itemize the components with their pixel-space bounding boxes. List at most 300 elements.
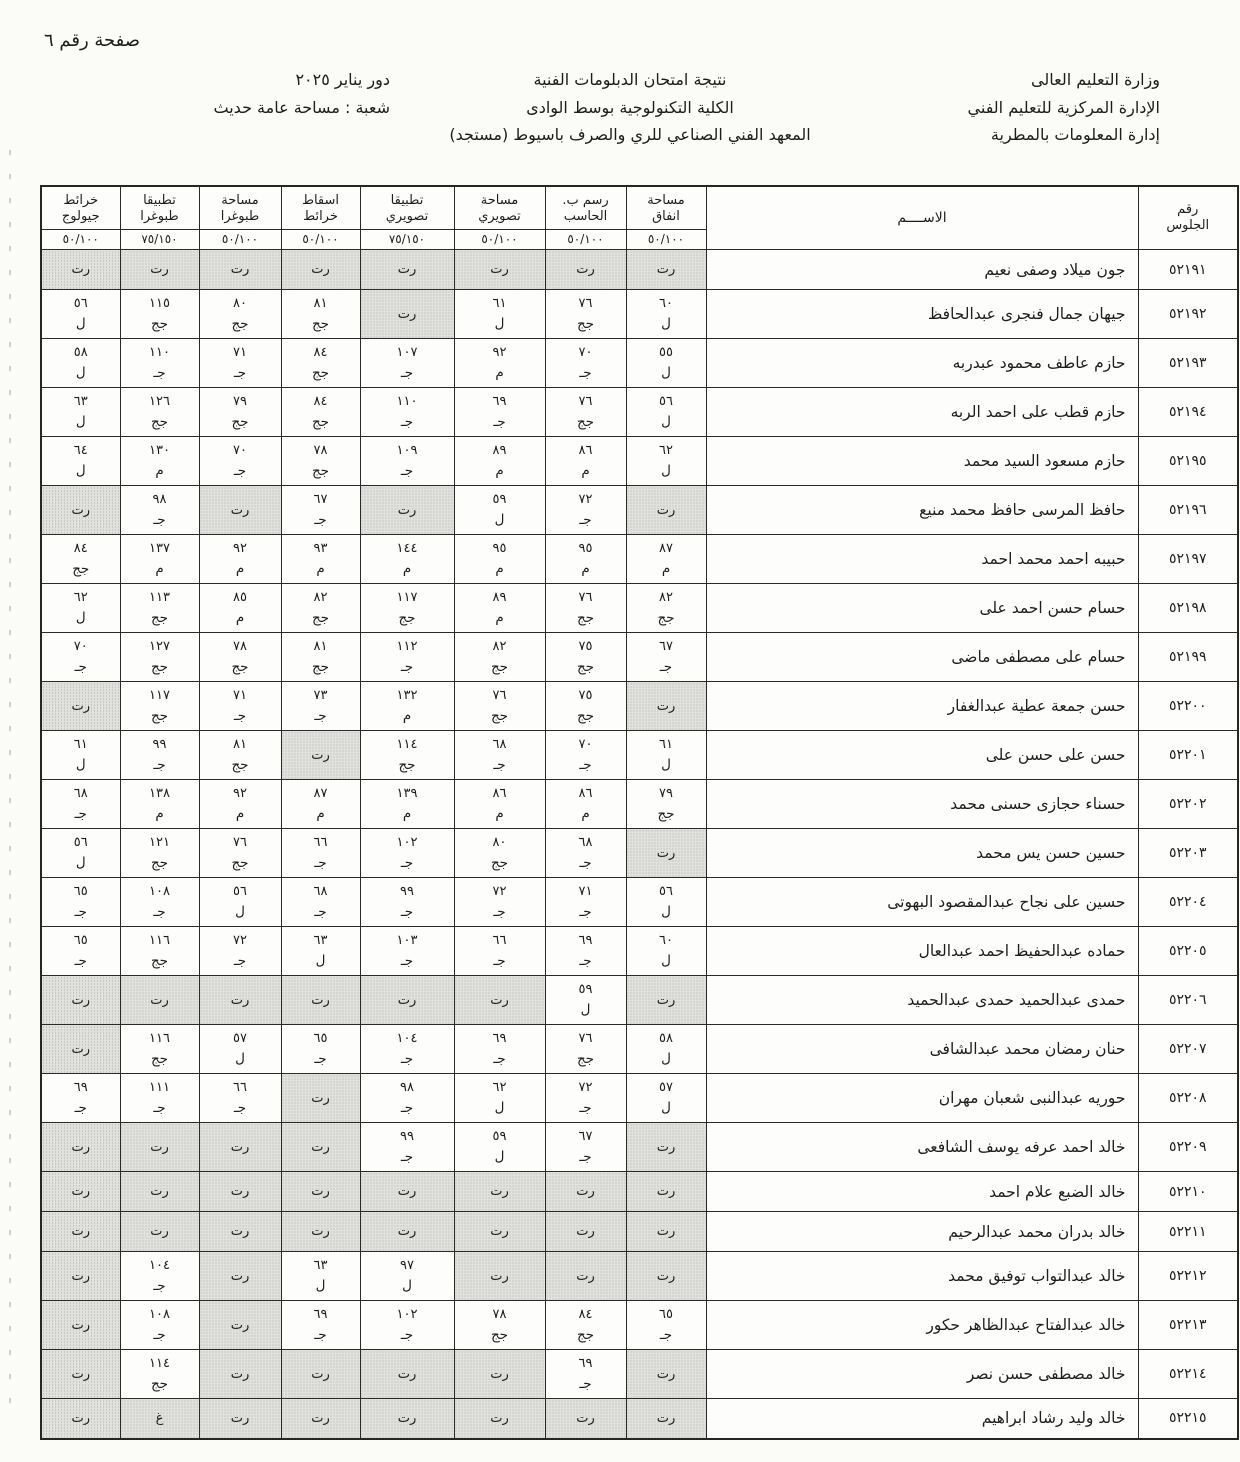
score-value: ١٤٤ (396, 541, 418, 556)
grade-cell (360, 1301, 454, 1350)
grade-letter: جـ (314, 1327, 327, 1343)
retake-mark: رت (397, 502, 417, 518)
grade-cell (120, 250, 199, 290)
seat-number: ٥٢٢٠٨ (1138, 1074, 1238, 1123)
grade-cell (199, 250, 281, 290)
grade-cell (281, 584, 360, 633)
grade-cell (454, 290, 545, 339)
grade-cell (41, 1212, 120, 1252)
seat-number: ٥٢٢١٤ (1138, 1350, 1238, 1399)
grade-cell (360, 878, 454, 927)
retake-mark: رت (397, 1184, 417, 1199)
student-name: حافظ المرسى حافظ محمد منيع (706, 486, 1138, 535)
score-value: ٨١ (233, 737, 247, 752)
retake-mark: رت (230, 1139, 250, 1155)
score-value: ٦٩ (578, 1356, 593, 1371)
score-value: ١٠٣ (396, 933, 418, 948)
seat-number: ٥٢٢١٥ (1138, 1399, 1238, 1439)
score-value: ٦٢ (492, 1080, 507, 1095)
grade-cell (41, 437, 120, 486)
score-value: ١١٧ (149, 688, 170, 703)
grade-letter: جج (150, 316, 169, 332)
grade-cell (454, 1123, 545, 1172)
grade-cell (454, 1074, 545, 1123)
grade-cell (281, 976, 360, 1025)
grade-cell (454, 976, 545, 1025)
student-name: حسين حسن يس محمد (706, 829, 1138, 878)
header-line-institute: المعهد الفني الصناعي للري والصرف باسيوط (مستجد) (449, 125, 811, 144)
subject-header-label (121, 187, 199, 229)
grade-cell (626, 927, 706, 976)
subject-label-line2: تصويري (478, 209, 521, 224)
seat-number: ٥٢٢٠٩ (1138, 1123, 1238, 1172)
grade-cell (545, 1301, 626, 1350)
grade-cell (41, 1301, 120, 1350)
score-value: ٦٠ (659, 933, 673, 948)
retake-mark: رت (311, 262, 330, 277)
subject-header (360, 186, 454, 250)
score-value: ٩٧ (400, 1258, 414, 1273)
score-value: ٥٥ (659, 345, 673, 360)
grade-cell (41, 1172, 120, 1212)
retake-mark: رت (490, 1224, 509, 1239)
subject-label-line1: تطبيقا (143, 193, 176, 208)
retake-mark: رت (71, 1041, 91, 1057)
seat-number: ٥٢١٩٤ (1138, 388, 1238, 437)
retake-mark: رت (311, 1184, 330, 1199)
student-name: حسن جمعة عطية عبدالغفار (706, 682, 1138, 731)
grade-letter: جـ (233, 365, 247, 381)
retake-mark: رت (150, 1139, 169, 1155)
grade-letter: م (155, 806, 164, 822)
grade-cell (41, 731, 120, 780)
retake-mark: رت (311, 1090, 330, 1106)
grade-cell (360, 290, 454, 339)
grade-letter: جج (398, 757, 416, 773)
grade-cell (120, 1399, 199, 1439)
grade-cell (626, 1123, 706, 1172)
retake-mark: رت (397, 262, 417, 277)
score-value: ١٢٦ (149, 394, 170, 409)
grade-letter: جج (311, 610, 330, 626)
grade-cell (454, 437, 545, 486)
score-value: ٧٨ (492, 1307, 507, 1322)
grade-letter: جـ (153, 512, 166, 528)
score-value: ٦٨ (73, 786, 88, 801)
grade-cell (41, 584, 120, 633)
grade-cell (41, 633, 120, 682)
score-value: ٨١ (313, 639, 328, 654)
grade-cell (281, 1025, 360, 1074)
seat-number: ٥٢٢١١ (1138, 1212, 1238, 1252)
grade-letter: جج (150, 855, 169, 871)
grade-cell (199, 437, 281, 486)
score-value: ٧١ (233, 345, 247, 360)
grade-cell (120, 1350, 199, 1399)
subject-header (120, 186, 199, 250)
subject-max-score: ٥٠/١٠٠ (455, 229, 545, 249)
grade-cell (454, 633, 545, 682)
seat-number: ٥٢١٩٦ (1138, 486, 1238, 535)
score-value: ١٠٢ (396, 835, 418, 850)
score-value: ٧٦ (492, 688, 507, 703)
student-name: خالد عبدالتواب توفيق محمد (706, 1252, 1138, 1301)
score-value: ٩٩ (152, 737, 167, 752)
grade-cell (199, 976, 281, 1025)
score-value: ٥٧ (659, 1080, 673, 1095)
grade-cell (454, 486, 545, 535)
header-line-college: الكلية التكنولوجية بوسط الوادى (526, 97, 734, 117)
table-row (41, 486, 1238, 535)
student-name: خالد الضبع علام احمد (706, 1172, 1138, 1212)
grade-letter: جـ (400, 659, 414, 675)
grade-letter: جـ (579, 365, 592, 381)
grade-cell (41, 1350, 120, 1399)
grade-letter: جـ (579, 904, 592, 920)
retake-mark: رت (656, 1410, 676, 1426)
grade-letter: جج (398, 610, 416, 626)
grade-cell (120, 731, 199, 780)
grade-cell (626, 486, 706, 535)
retake-mark: رت (490, 992, 509, 1008)
grade-cell (120, 976, 199, 1025)
grade-cell (120, 1252, 199, 1301)
retake-mark: رت (311, 1139, 330, 1155)
grade-letter: ل (661, 316, 671, 332)
retake-mark: رت (490, 1410, 509, 1426)
grade-letter: ل (494, 1100, 505, 1116)
subject-label-line1: مساحة (480, 193, 519, 208)
score-value: ٦٣ (73, 394, 88, 409)
grade-cell (626, 535, 706, 584)
grade-cell (120, 927, 199, 976)
subject-header (454, 186, 545, 250)
grade-letter: جج (490, 659, 509, 675)
score-value: ٧٦ (233, 835, 247, 850)
seat-header-line2: الجلوس (1166, 218, 1210, 233)
grade-letter: م (316, 561, 325, 577)
grade-cell (626, 339, 706, 388)
retake-mark: رت (576, 1224, 595, 1239)
grade-cell (41, 1399, 120, 1439)
score-value: ٦٦ (492, 933, 507, 948)
student-name: خالد بدران محمد عبدالرحيم (706, 1212, 1138, 1252)
grade-letter: جج (576, 659, 595, 675)
grade-letter: جج (72, 561, 90, 577)
student-name: حسن على حسن على (706, 731, 1138, 780)
grade-cell (41, 682, 120, 731)
score-value: ٦٩ (578, 933, 593, 948)
score-value: ١٠٤ (149, 1258, 170, 1273)
table-row (41, 682, 1238, 731)
grade-cell (360, 731, 454, 780)
score-value: ٩٥ (492, 541, 507, 556)
grade-cell (281, 535, 360, 584)
grade-letter: م (402, 708, 412, 724)
score-value: ٦٨ (313, 884, 328, 899)
score-value: ٦٢ (659, 443, 673, 458)
grade-letter: جـ (579, 953, 592, 969)
seat-number: ٥٢١٩٨ (1138, 584, 1238, 633)
grade-letter: ل (661, 1100, 671, 1116)
table-row (41, 878, 1238, 927)
grade-cell (454, 1252, 545, 1301)
grade-cell (626, 1025, 706, 1074)
grade-cell (41, 927, 120, 976)
seat-number: ٥٢٢٠١ (1138, 731, 1238, 780)
grade-letter: جج (231, 757, 249, 773)
grade-cell (545, 388, 626, 437)
score-value: ٦٥ (73, 884, 88, 899)
grade-cell (626, 731, 706, 780)
score-value: ٦٧ (659, 639, 673, 654)
grade-cell (545, 1350, 626, 1399)
retake-mark: غ (155, 1410, 164, 1426)
grade-letter: ل (75, 610, 86, 626)
subject-label-line2: جيولوج (61, 209, 100, 224)
score-value: ٧٨ (233, 639, 247, 654)
grade-letter: جـ (153, 904, 166, 920)
score-value: ٨٦ (492, 786, 507, 801)
retake-mark: رت (397, 992, 417, 1008)
grade-cell (41, 1123, 120, 1172)
subject-header-label (282, 187, 360, 229)
grade-cell (454, 927, 545, 976)
results-table (40, 185, 1239, 1440)
retake-mark: رت (576, 262, 595, 277)
grade-letter: م (581, 806, 590, 822)
grade-cell (545, 290, 626, 339)
table-row (41, 1074, 1238, 1123)
subject-header (199, 186, 281, 250)
student-name: حسين على نجاح عبدالمقصود البهوتى (706, 878, 1138, 927)
student-name: حسناء حجازى حسنى محمد (706, 780, 1138, 829)
grade-letter: م (235, 610, 245, 626)
score-value: ٦٣ (313, 1258, 328, 1273)
header-line-ministry: وزارة التعليم العالى (1031, 70, 1160, 89)
grade-cell (41, 1252, 120, 1301)
grade-cell (199, 1074, 281, 1123)
score-value: ٧٠ (578, 737, 593, 752)
score-value: ٧٥ (578, 688, 593, 703)
grade-cell (454, 1350, 545, 1399)
grade-cell (545, 1252, 626, 1301)
retake-mark: رت (311, 1224, 330, 1239)
grade-cell (360, 976, 454, 1025)
score-value: ٨٧ (659, 541, 673, 556)
score-value: ٨٦ (578, 786, 593, 801)
score-value: ٦٥ (73, 933, 88, 948)
score-value: ٩٣ (313, 541, 328, 556)
student-name-header (706, 186, 1138, 250)
subject-label-line1: تطبيقا (390, 193, 424, 208)
grade-letter: جـ (400, 365, 414, 381)
grade-cell (454, 1301, 545, 1350)
subject-header-label (200, 187, 281, 229)
grade-cell (360, 250, 454, 290)
grade-letter: جج (657, 610, 675, 626)
grade-cell (626, 1074, 706, 1123)
grade-cell (281, 1252, 360, 1301)
seat-number: ٥٢٢٠٥ (1138, 927, 1238, 976)
subject-max-score: ٧٥/١٥٠ (361, 229, 454, 249)
score-value: ٧٦ (578, 394, 593, 409)
grade-letter: جـ (153, 365, 166, 381)
grade-cell (626, 1350, 706, 1399)
grade-letter: ل (661, 414, 671, 430)
grade-cell (281, 780, 360, 829)
grade-letter: م (581, 463, 590, 479)
grade-cell (120, 633, 199, 682)
grade-cell (120, 584, 199, 633)
grade-letter: جـ (400, 1100, 414, 1116)
score-value: ٨٠ (492, 835, 507, 850)
retake-mark: رت (230, 992, 250, 1008)
grade-letter: ل (661, 1051, 671, 1067)
subject-max-score: ٥٠/١٠٠ (546, 229, 626, 249)
score-value: ٥٦ (659, 394, 673, 409)
score-value: ٧٢ (578, 1080, 593, 1095)
grade-cell (545, 682, 626, 731)
grade-letter: م (155, 561, 164, 577)
score-value: ٨٤ (578, 1307, 593, 1322)
grade-letter: جـ (153, 1278, 166, 1294)
grade-letter: جـ (233, 953, 247, 969)
score-value: ١٢١ (149, 835, 170, 850)
grade-cell (199, 584, 281, 633)
grade-cell (41, 339, 120, 388)
grade-letter: جـ (74, 953, 87, 969)
seat-number: ٥٢٢٠٤ (1138, 878, 1238, 927)
grade-letter: جج (150, 1376, 169, 1392)
retake-mark: رت (656, 1224, 676, 1239)
seat-number: ٥٢٢٠٢ (1138, 780, 1238, 829)
score-value: ٦٥ (313, 1031, 328, 1046)
subject-max-score: ٧٥/١٥٠ (121, 229, 199, 249)
grade-letter: م (235, 806, 245, 822)
score-value: ٨٢ (659, 590, 673, 605)
grade-cell (199, 731, 281, 780)
grade-letter: م (495, 806, 504, 822)
score-value: ١٠٢ (396, 1307, 418, 1322)
score-value: ٥٦ (73, 835, 88, 850)
grade-letter: جـ (153, 1100, 166, 1116)
score-value: ٦٩ (73, 1080, 88, 1095)
grade-cell (454, 388, 545, 437)
grade-cell (545, 339, 626, 388)
retake-mark: رت (230, 1366, 250, 1382)
score-value: ٧٥ (578, 639, 593, 654)
score-value: ٦١ (659, 737, 673, 752)
score-value: ٥٦ (659, 884, 673, 899)
score-value: ٥٩ (578, 982, 593, 997)
table-row (41, 535, 1238, 584)
grade-cell (281, 486, 360, 535)
grade-letter: ل (75, 414, 86, 430)
grade-letter: جـ (400, 855, 414, 871)
score-value: ١١٦ (149, 1031, 170, 1046)
grade-letter: ل (494, 1149, 505, 1165)
grade-letter: جـ (74, 806, 87, 822)
grade-cell (454, 535, 545, 584)
subject-label-line1: رسم ب. (562, 193, 609, 208)
score-value: ٧١ (578, 884, 593, 899)
grade-cell (360, 1025, 454, 1074)
score-value: ٨٥ (233, 590, 247, 605)
grade-letter: جـ (233, 1100, 247, 1116)
grade-cell (199, 633, 281, 682)
grade-cell (360, 388, 454, 437)
grade-cell (199, 535, 281, 584)
grade-letter: ل (75, 316, 86, 332)
grade-cell (360, 1123, 454, 1172)
grade-cell (199, 682, 281, 731)
retake-mark: رت (397, 1224, 417, 1239)
retake-mark: رت (311, 1410, 330, 1426)
grade-cell (360, 437, 454, 486)
retake-mark: رت (576, 1184, 595, 1199)
score-value: ٩٩ (400, 884, 414, 899)
score-value: ٥٨ (73, 345, 88, 360)
scan-edge-artifacts (9, 150, 11, 1420)
score-value: ٧٨ (313, 443, 328, 458)
grade-cell (199, 339, 281, 388)
subject-max-score: ٥٠/١٠٠ (282, 229, 360, 249)
table-row (41, 927, 1238, 976)
subject-label-line1: مساحة (647, 193, 685, 208)
grade-letter: جـ (74, 659, 87, 675)
grade-letter: جـ (400, 414, 414, 430)
student-name: خالد مصطفى حسن نصر (706, 1350, 1138, 1399)
grade-letter: ل (580, 1002, 591, 1018)
grade-letter: جـ (153, 1327, 166, 1343)
grade-cell (199, 1172, 281, 1212)
grade-letter: جج (490, 855, 509, 871)
grade-letter: جج (231, 316, 249, 332)
header-line-division: شعبة : مساحة عامة حديث (213, 97, 390, 117)
subject-label-line2: طبوغرا (140, 209, 179, 224)
grade-letter: ل (315, 1278, 326, 1294)
student-name: خالد احمد عرفه يوسف الشافعى (706, 1123, 1138, 1172)
student-name: حازم قطب على احمد الربه (706, 388, 1138, 437)
grade-cell (360, 1074, 454, 1123)
grade-cell (454, 682, 545, 731)
retake-mark: رت (150, 262, 169, 277)
table-header-row (41, 186, 1238, 250)
grade-cell (281, 250, 360, 290)
subject-max-score: ٥٠/١٠٠ (627, 229, 706, 249)
grade-letter: م (155, 463, 164, 479)
grade-cell (626, 780, 706, 829)
score-value: ٦١ (492, 296, 507, 311)
grade-letter: جـ (493, 757, 506, 773)
score-value: ٦٩ (492, 1031, 507, 1046)
grade-cell (626, 878, 706, 927)
retake-mark: رت (656, 698, 676, 714)
grade-cell (199, 1301, 281, 1350)
grade-cell (41, 1025, 120, 1074)
score-value: ١١٢ (396, 639, 418, 654)
subject-header-label (455, 187, 545, 229)
retake-mark: رت (490, 262, 509, 277)
grade-letter: جـ (74, 1100, 87, 1116)
score-value: ٩٨ (152, 492, 167, 507)
score-value: ٧٩ (659, 786, 673, 801)
retake-mark: رت (150, 1224, 169, 1239)
grade-cell (120, 682, 199, 731)
score-value: ٥٩ (492, 492, 507, 507)
grade-cell (199, 290, 281, 339)
